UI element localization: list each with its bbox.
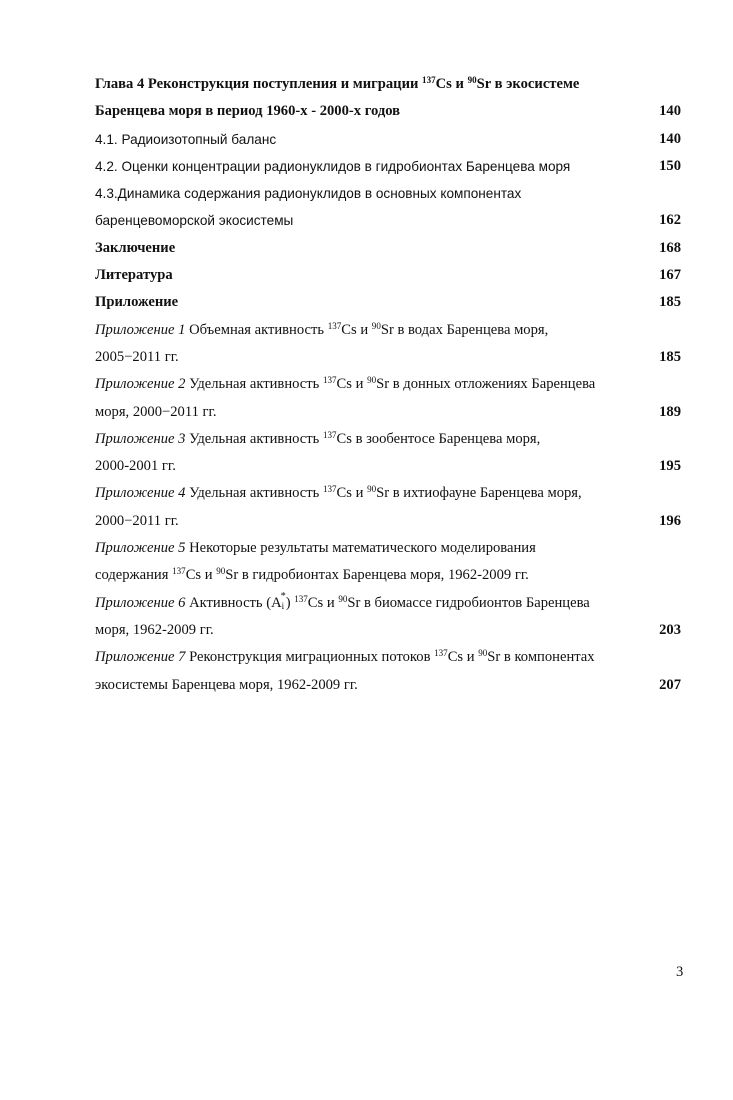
toc-page-number: 168 (659, 239, 681, 256)
activity-symbol (271, 590, 286, 612)
appendix-label: Приложение 1 (95, 321, 186, 338)
isotope-mass: 137 (434, 648, 448, 659)
title-part: Удельная активность (185, 376, 323, 393)
toc-section-4-3-line-2 (95, 207, 681, 234)
title-part: Sr в донных отложениях Баренцева (376, 376, 596, 393)
isotope-mass: 137 (294, 593, 308, 604)
title-part: Удельная активность (185, 485, 323, 502)
title-part: Некоторые результаты математического моделирования (185, 540, 536, 557)
toc-page-number: 185 (659, 348, 681, 365)
toc-appendix (95, 289, 681, 316)
toc-entry-text (95, 426, 540, 454)
toc-entry-text (95, 317, 548, 345)
appendix-label: Приложение 2 (95, 376, 186, 393)
toc-entry-text (95, 562, 529, 590)
toc-entry-text: моря, 1962-2009 гг. (95, 621, 214, 638)
symbol-superscript: * (280, 590, 286, 602)
title-part: Cs и (336, 376, 368, 393)
title-part: Cs в зообентосе Баренцева моря, (336, 430, 541, 447)
isotope-mass: 90 (367, 484, 377, 495)
toc-appendix-3-line-1 (95, 426, 681, 453)
toc-entry-text (95, 535, 536, 562)
toc-entry-text (95, 371, 595, 399)
toc-appendix-6-line-2 (95, 617, 681, 644)
toc-entry-text (95, 644, 595, 672)
toc-entry-text: 4.1. Радиоизотопный баланс (95, 131, 277, 147)
isotope-mass: 90 (367, 375, 377, 386)
title-part: Активность ( (185, 594, 272, 611)
isotope-mass: 90 (467, 75, 477, 86)
toc-entry-text (95, 590, 590, 618)
title-part: содержания (95, 567, 173, 584)
toc-entry-text: баренцевоморской экосистемы (95, 213, 294, 229)
appendix-label: Приложение 3 (95, 430, 186, 447)
toc-appendix-2-line-1 (95, 371, 681, 398)
toc-appendix-5-line-2 (95, 562, 681, 589)
toc-entry-text: 4.2. Оценки концентрации радионуклидов в гидробионтах Баренцева моря (95, 158, 571, 174)
page-number: 3 (676, 964, 684, 980)
toc-entry-text (95, 480, 582, 508)
isotope-mass: 90 (478, 648, 488, 659)
title-part: Объемная активность (185, 321, 328, 338)
toc-entry-text: 4.3.Динамика содержания радионуклидов в основных компонентах (95, 186, 522, 202)
isotope-mass: 137 (172, 566, 186, 577)
toc-entry-text: 2000−2011 гг. (95, 512, 179, 529)
toc-appendix-1-line-1 (95, 317, 681, 344)
toc-appendix-2-line-2 (95, 399, 681, 426)
title-part: ) (285, 594, 295, 611)
toc-page-number: 150 (659, 157, 681, 174)
title-part: Cs и (336, 485, 368, 502)
toc-section-4-3-line-1 (95, 180, 681, 207)
toc-page-number: 203 (659, 621, 681, 638)
isotope-mass: 90 (216, 566, 226, 577)
toc-page-number: 167 (659, 267, 681, 284)
title-part: Sr в компонентах (487, 649, 595, 666)
title-part: Cs и (185, 567, 217, 584)
isotope-mass: 137 (327, 320, 342, 331)
isotope-mass: 137 (322, 484, 337, 495)
toc-section-4-2 (95, 153, 681, 180)
toc-entry-text: Баренцева моря в период 1960-х - 2000-х годов (95, 103, 401, 120)
toc-literature (95, 262, 681, 289)
toc-page-number: 140 (659, 103, 681, 120)
toc-page-number: 196 (659, 512, 681, 529)
appendix-label: Приложение 5 (95, 540, 186, 557)
toc-appendix-6-line-1 (95, 590, 681, 617)
toc-appendix-4-line-2 (95, 508, 681, 535)
appendix-label: Приложение 7 (95, 649, 186, 666)
title-part: Sr в гидробионтах Баренцева моря, 1962-2009 гг. (225, 567, 529, 584)
toc-page-number: 185 (659, 294, 681, 311)
toc-section-4-1 (95, 126, 681, 153)
isotope-mass: 137 (322, 429, 337, 440)
toc-chapter-4-title (95, 71, 579, 99)
title-part: Cs и (447, 649, 479, 666)
title-part: Sr в ихтиофауне Баренцева моря, (376, 485, 582, 502)
title-part: Sr в водах Баренцева моря, (380, 321, 549, 338)
toc-page-number: 140 (659, 130, 681, 147)
isotope-mass: 90 (371, 320, 381, 331)
toc-appendix-1-line-2 (95, 344, 681, 371)
title-part: Cs и (435, 76, 468, 92)
toc-entry-text: 2005−2011 гг. (95, 348, 179, 365)
isotope-mass: 137 (422, 75, 436, 86)
isotope-mass: 90 (338, 593, 348, 604)
toc-entry-text: Литература (95, 267, 173, 284)
toc-entry-text: Приложение (95, 294, 179, 311)
toc-entry-text: 2000-2001 гг. (95, 458, 176, 475)
isotope-mass: 137 (322, 375, 337, 386)
toc-entry-text: моря, 2000−2011 гг. (95, 403, 217, 420)
title-part: Cs и (341, 321, 372, 338)
toc-page-number: 195 (659, 458, 681, 475)
toc-appendix-5-line-1 (95, 535, 681, 562)
toc-entry-text: экосистемы Баренцева моря, 1962-2009 гг. (95, 676, 358, 693)
title-part: Реконструкция миграционных потоков (185, 649, 435, 666)
toc-chapter-4-line-2 (95, 98, 681, 125)
toc-page-number: 162 (659, 212, 681, 229)
toc-page-number: 189 (659, 403, 681, 420)
title-part: Удельная активность (185, 430, 323, 447)
appendix-label: Приложение 4 (95, 485, 186, 502)
symbol-base: A (271, 594, 282, 611)
title-part: Глава 4 Реконструкция поступления и миграции (95, 76, 423, 92)
toc-entry-text: Заключение (95, 239, 176, 256)
toc-appendix-7-line-1 (95, 644, 681, 671)
toc-appendix-3-line-2 (95, 453, 681, 480)
table-of-contents (95, 71, 681, 699)
toc-conclusion (95, 235, 681, 262)
toc-appendix-7-line-2 (95, 672, 681, 699)
title-part: Sr в экосистеме (476, 76, 580, 92)
toc-page-number: 207 (659, 676, 681, 693)
title-part: Sr в биомассе гидробионтов Баренцева (347, 594, 590, 611)
toc-appendix-4-line-1 (95, 480, 681, 507)
appendix-label: Приложение 6 (95, 594, 186, 611)
title-part: Cs и (307, 594, 339, 611)
toc-chapter-4-line-1 (95, 71, 681, 98)
symbol-subscript: i (281, 601, 285, 612)
